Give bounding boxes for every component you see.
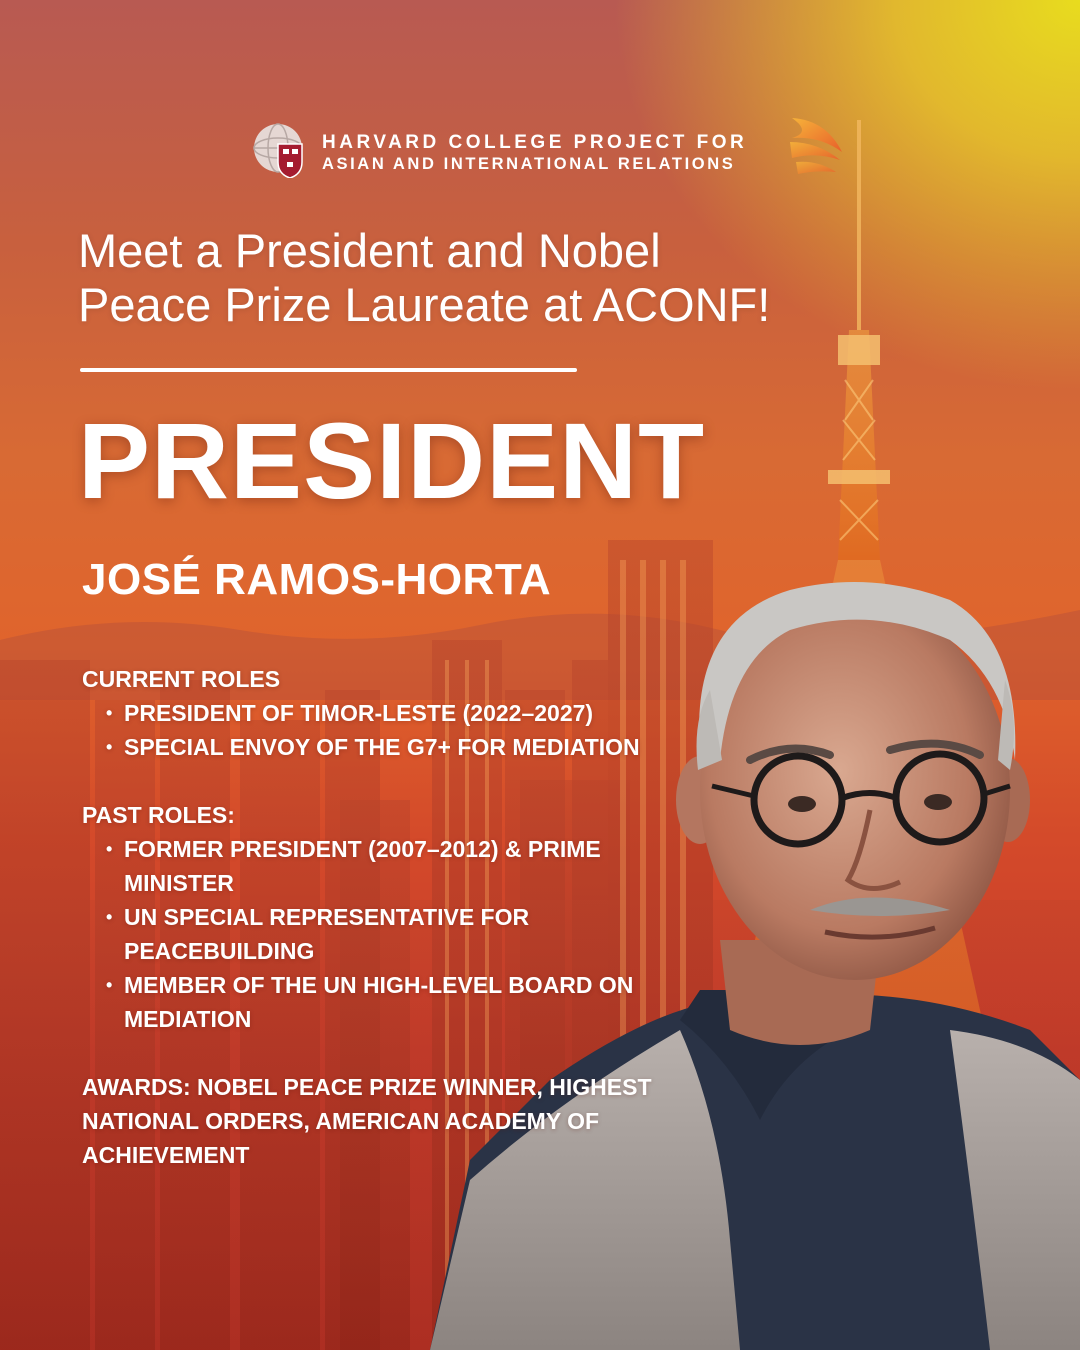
orange-wing-icon [786, 112, 848, 178]
headline-line2: Peace Prize Laureate at ACONF! [78, 278, 771, 331]
list-item-line: PEACEBUILDING [124, 938, 315, 964]
org-name-line1: HARVARD COLLEGE PROJECT FOR [322, 132, 748, 153]
org-name-line2: ASIAN AND INTERNATIONAL RELATIONS [322, 155, 736, 173]
list-item [124, 900, 722, 968]
harvard-shield-globe-icon [252, 122, 308, 178]
list-item: • SPECIAL ENVOY OF THE G7+ FOR MEDIATION [124, 730, 722, 764]
list-item-line: • UN SPECIAL REPRESENTATIVE FOR [124, 904, 530, 930]
current-roles-list [82, 696, 722, 764]
org-logo [252, 122, 772, 188]
list-item-line: • FORMER PRESIDENT (2007–2012) & PRIME [124, 836, 601, 862]
list-item [124, 968, 722, 1036]
past-roles-list [82, 832, 722, 1036]
divider-line [80, 368, 577, 372]
current-roles-heading: CURRENT ROLES [82, 666, 281, 692]
list-item-line: • MEMBER OF THE UN HIGH-LEVEL BOARD ON [124, 972, 634, 998]
bio-details [82, 662, 722, 1172]
speaker-name: JOSÉ RAMOS-HORTA [82, 555, 552, 604]
list-item [124, 832, 722, 900]
awards-line: ACHIEVEMENT [82, 1142, 250, 1168]
list-item: • PRESIDENT OF TIMOR-LESTE (2022–2027) [124, 696, 722, 730]
awards-line: NATIONAL ORDERS, AMERICAN ACADEMY OF [82, 1108, 600, 1134]
past-roles-heading: PAST ROLES: [82, 802, 235, 828]
headline [78, 224, 898, 332]
awards-line: AWARDS: NOBEL PEACE PRIZE WINNER, HIGHEST [82, 1074, 652, 1100]
list-item-line: MINISTER [124, 870, 234, 896]
list-item-line: MEDIATION [124, 1006, 252, 1032]
awards-text [82, 1070, 722, 1172]
title-president: PRESIDENT [78, 400, 706, 521]
headline-line1: Meet a President and Nobel [78, 224, 661, 277]
